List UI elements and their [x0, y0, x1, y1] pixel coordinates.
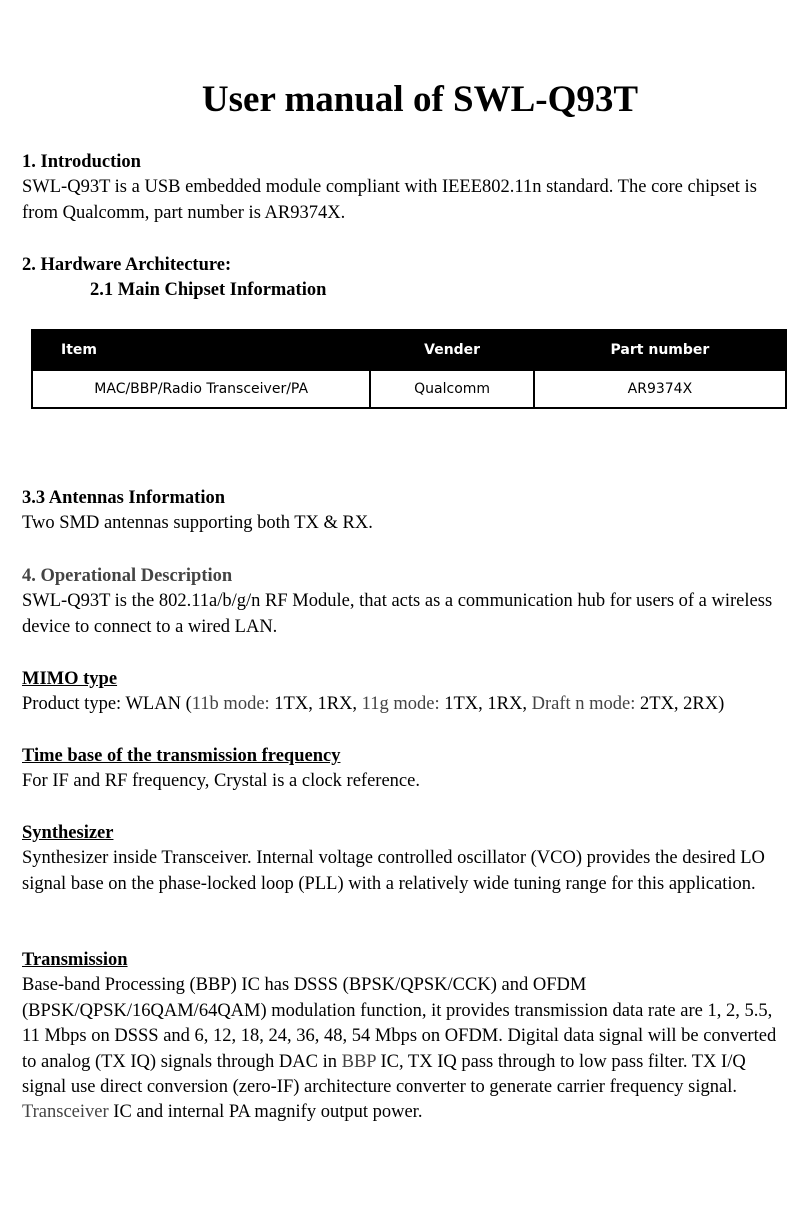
table-cell-part-number: AR9374X [534, 370, 786, 408]
table-header-part-number: Part number [534, 330, 786, 370]
timebase-heading: Time base of the transmission frequency [22, 746, 341, 766]
hardware-section [22, 253, 792, 304]
antennas-text: Two SMD antennas supporting both TX & RX. [22, 513, 373, 534]
chipset-table [31, 329, 787, 409]
operational-text: SWL-Q93T is the 802.11a/b/g/n RF Module, that acts as a communication hub for users of a wireless device to connect to a wired LAN. [22, 591, 773, 637]
transmission-heading: Transmission [22, 950, 128, 970]
introduction-section [22, 150, 792, 226]
mimo-section [22, 667, 792, 718]
table-cell-vender: Qualcomm [370, 370, 534, 408]
introduction-text: SWL-Q93T is a USB embedded module compliant with IEEE802.11n standard. The core chipset is from Qualcomm, part number is AR9374X. [22, 177, 757, 223]
mimo-heading: MIMO type [22, 669, 118, 689]
synthesizer-text: Synthesizer inside Transceiver. Internal voltage controlled oscillator (VCO) provides the desired LO signal base on the phase-locked loop (PLL) with a relatively wide tuning range for this application. [22, 848, 765, 894]
chipset-subheading: 2.1 Main Chipset Information [90, 280, 327, 301]
antennas-heading: 3.3 Antennas Information [22, 488, 226, 508]
timebase-section [22, 744, 792, 795]
operational-section [22, 564, 792, 640]
antennas-section [22, 486, 792, 537]
transmission-section [22, 948, 792, 1126]
timebase-text: For IF and RF frequency, Crystal is a clock reference. [22, 771, 420, 792]
mimo-text: Product type: WLAN (11b mode: 1TX, 1RX, 11g mode: 1TX, 1RX, Draft n mode: 2TX, 2RX) [22, 694, 725, 715]
table-row [32, 370, 786, 408]
operational-heading: 4. Operational Description [22, 566, 233, 586]
transmission-text: Base-band Processing (BBP) IC has DSSS (BPSK/QPSK/CCK) and OFDM (BPSK/QPSK/16QAM/64QAM) modulation function, it provides transmission data rate are 1, 2, 5.5, 11 Mbps on DSSS and 6, 12, 18, 24, 36, 48, 54 Mbps on OFDM. Digital data signal will be converted to analog (TX IQ) signals through DAC in BBP IC, TX IQ pass through to low pass filter. TX I/Q signal use direct conversion (zero-IF) architecture converter to generate carrier frequency signal. Transceiver IC and internal PA magnify output power. [22, 975, 777, 1123]
table-header-item: Item [32, 330, 370, 370]
table-header-row [32, 330, 786, 370]
table-cell-item: MAC/BBP/Radio Transceiver/PA [32, 370, 370, 408]
document-title: User manual of SWL-Q93T [201, 79, 639, 120]
hardware-heading: 2. Hardware Architecture: [22, 255, 232, 275]
synthesizer-section [22, 821, 792, 897]
table-header-vender: Vender [370, 330, 534, 370]
synthesizer-heading: Synthesizer [22, 823, 114, 843]
introduction-heading: 1. Introduction [22, 152, 141, 172]
